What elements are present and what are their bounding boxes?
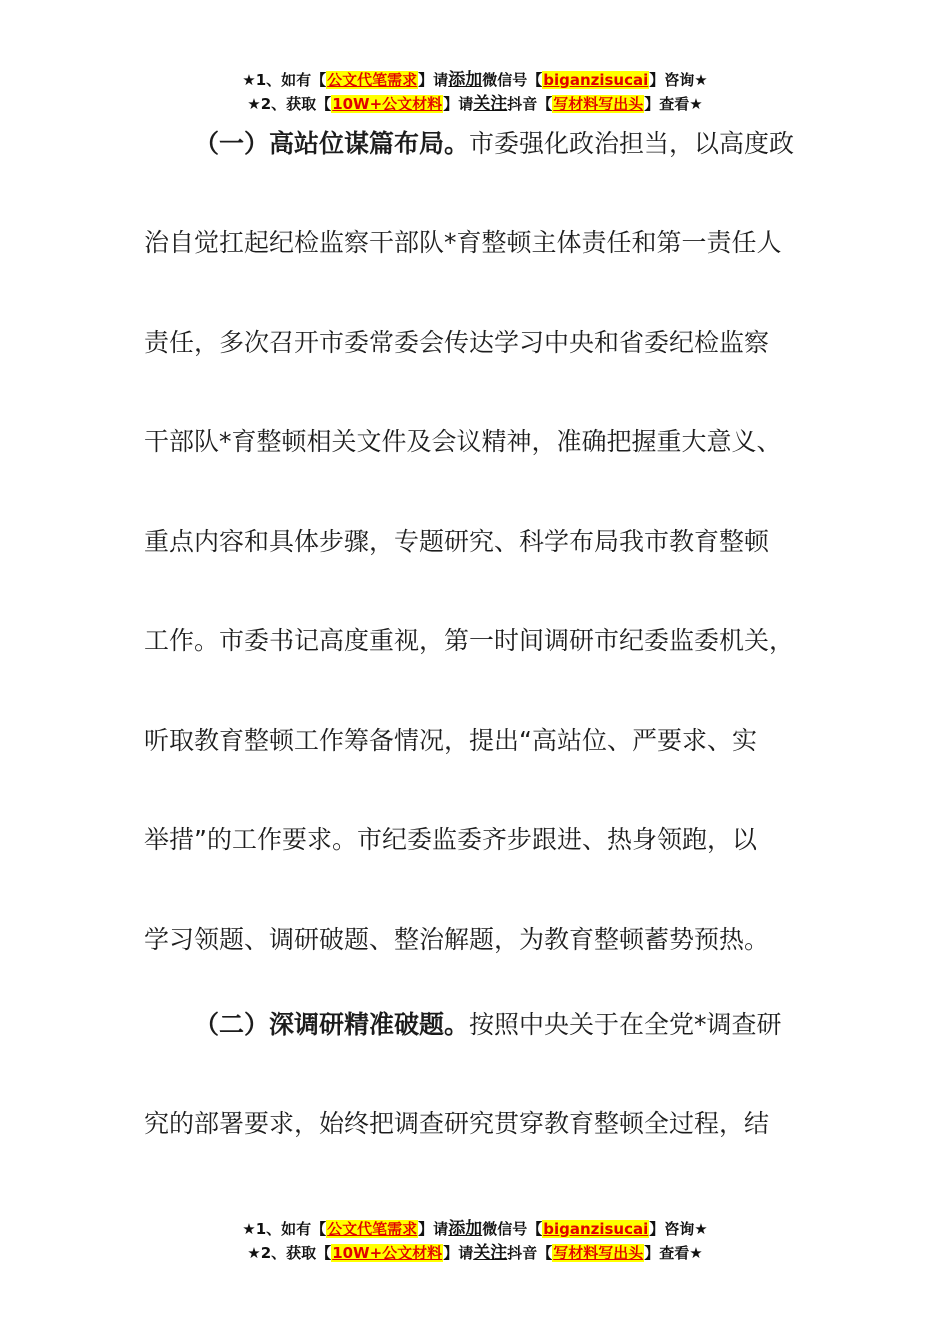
paragraph-line: 责任，多次召开市委常委会传达学习中央和省委纪检监察 (144, 328, 770, 357)
footer-banner (0, 1217, 950, 1265)
section-heading-1: （一）高站位谋篇布局。 (194, 129, 470, 158)
banner-highlight: 公文代笔需求 (327, 1220, 418, 1238)
paragraph-line: 工作。市委书记高度重视，第一时间调研市纪委监委机关， (144, 626, 795, 655)
paragraph-1-first-line (194, 128, 874, 160)
banner-text: 】咨询★ (649, 71, 708, 89)
banner-text: ★1、如有【 (242, 71, 327, 89)
banner-text: 抖音【 (507, 1244, 553, 1262)
banner-underline: 添加 (448, 1219, 483, 1239)
banner-text: ★2、获取【 (247, 95, 332, 113)
paragraph-line: 学习领题、调研破题、整治解题，为教育整顿蓄势预热。 (144, 925, 770, 954)
section-heading-2: （二）深调研精准破题。 (194, 1010, 470, 1039)
banner-line-1 (0, 68, 950, 92)
banner-highlight: 10W+公文材料 (332, 95, 443, 113)
banner-highlight: 10W+公文材料 (332, 1244, 443, 1262)
banner-line-1 (0, 1217, 950, 1241)
paragraph-line: 治自觉扛起纪检监察干部队*育整顿主体责任和第一责任人 (144, 228, 782, 257)
header-banner (0, 68, 950, 116)
banner-douyin-id: 写材料写出头 (553, 95, 644, 113)
banner-text: 】请 (418, 71, 449, 89)
banner-text: 】咨询★ (649, 1220, 708, 1238)
banner-text: 】查看★ (644, 1244, 703, 1262)
banner-text: 微信号【 (482, 71, 543, 89)
paragraph-text: 市委强化政治担当，以高度政 (469, 129, 795, 158)
banner-text: ★1、如有【 (242, 1220, 327, 1238)
banner-underline: 添加 (448, 70, 483, 90)
banner-text: 微信号【 (482, 1220, 543, 1238)
banner-underline: 关注 (473, 1243, 508, 1263)
banner-text: 】请 (443, 1244, 474, 1262)
banner-text: 抖音【 (507, 95, 553, 113)
banner-line-2 (0, 92, 950, 116)
banner-text: ★2、获取【 (247, 1244, 332, 1262)
paragraph-line: 听取教育整顿工作筹备情况，提出“高站位、严要求、实 (144, 726, 757, 755)
paragraph-text: 按照中央关于在全党*调查研 (469, 1010, 782, 1039)
banner-text: 】请 (418, 1220, 449, 1238)
paragraph-line: 究的部署要求，始终把调查研究贯穿教育整顿全过程，结 (144, 1109, 770, 1138)
banner-text: 】请 (443, 95, 474, 113)
paragraph-line: 举措”的工作要求。市纪委监委齐步跟进、热身领跑，以 (144, 825, 757, 854)
banner-text: 】查看★ (644, 95, 703, 113)
paragraph-line: 重点内容和具体步骤，专题研究、科学布局我市教育整顿 (144, 527, 770, 556)
paragraph-2-first-line (194, 1009, 874, 1041)
banner-douyin-id: 写材料写出头 (553, 1244, 644, 1262)
banner-underline: 关注 (473, 94, 508, 114)
banner-wechat-id: biganzisucai (543, 71, 649, 89)
paragraph-line: 干部队*育整顿相关文件及会议精神，准确把握重大意义、 (144, 427, 782, 456)
banner-highlight: 公文代笔需求 (327, 71, 418, 89)
banner-line-2 (0, 1241, 950, 1265)
banner-wechat-id: biganzisucai (543, 1220, 649, 1238)
